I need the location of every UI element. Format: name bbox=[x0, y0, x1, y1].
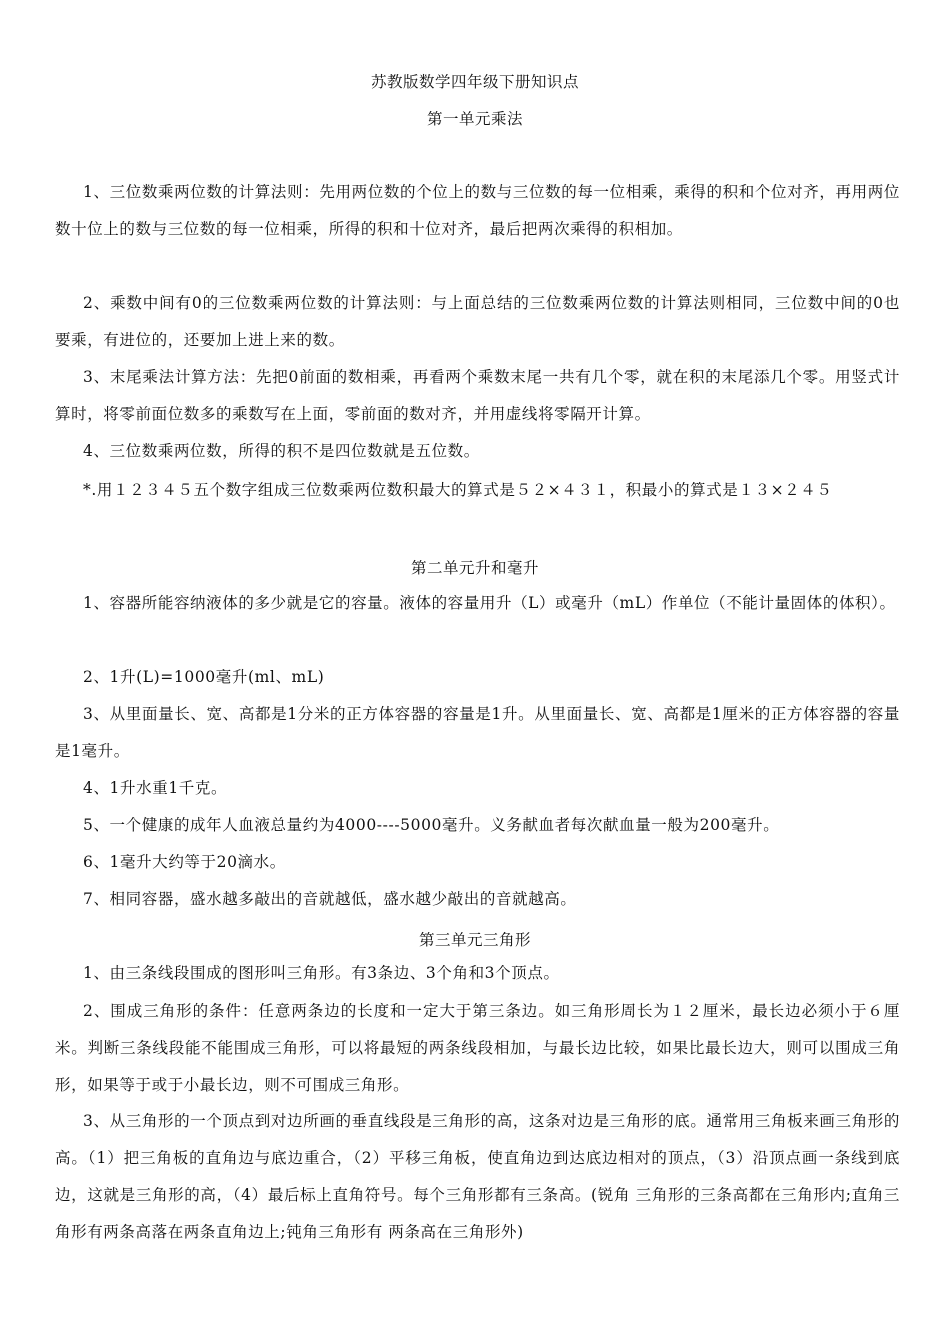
document-title: 苏教版数学四年级下册知识点 bbox=[370, 73, 579, 91]
paragraph: 1、三位数乘两位数的计算法则：先用两位数的个位上的数与三位数的每一位相乘，乘得的积和个位对齐，再用两位数十位上的数与三位数的每一位相乘，所得的积和十位对齐，最后把两次乘得的积相加。 bbox=[55, 183, 900, 238]
paragraph: 3、从三角形的一个顶点到对边所画的垂直线段是三角形的高，这条对边是三角形的底。通常用三角板来画三角形的高。（1）把三角板的直角边与底边重合，（2）平移三角板，使直角边到达底边相对的顶点，（3）沿顶点画一条线到底边，这就是三角形的高，（4）最后标上直角符号。每个三角形都有三条高。(锐角 三角形的三条高都在三角形内;直角三角形有两条高落在两条直角边上;钝角三角形有 两条高在三角形外) bbox=[55, 1112, 900, 1241]
paragraph: 6、1毫升大约等于20滴水。 bbox=[83, 853, 286, 871]
paragraph: *.用１２３４５五个数字组成三位数乘两位数积最大的算式是５２×４３１，积最小的算式是１３×２４５ bbox=[83, 481, 833, 499]
paragraph: 1、容器所能容纳液体的多少就是它的容量。液体的容量用升（L）或毫升（mL）作单位（不能计量固体的体积）。 bbox=[83, 594, 896, 612]
paragraph: 3、末尾乘法计算方法：先把0前面的数相乘，再看两个乘数末尾一共有几个零，就在积的末尾添几个零。用竖式计算时，将零前面位数多的乘数写在上面，零前面的数对齐，并用虚线将零隔开计算。 bbox=[55, 368, 900, 423]
paragraph: 1、由三条线段围成的图形叫三角形。有3条边、3个角和3个顶点。 bbox=[83, 964, 560, 982]
paragraph: 2、1升(L)=1000毫升(ml、mL) bbox=[83, 668, 325, 686]
section-heading-unit-1: 第一单元乘法 bbox=[426, 110, 523, 128]
paragraph: 7、相同容器，盛水越多敲出的音就越低，盛水越少敲出的音就越高。 bbox=[83, 890, 577, 908]
paragraph: 4、三位数乘两位数，所得的积不是四位数就是五位数。 bbox=[83, 442, 480, 460]
paragraph: 4、1升水重1千克。 bbox=[83, 779, 228, 797]
paragraph: 2、乘数中间有0的三位数乘两位数的计算法则：与上面总结的三位数乘两位数的计算法则相同，三位数中间的0也要乘，有进位的，还要加上进上来的数。 bbox=[55, 294, 900, 349]
section-heading-unit-3: 第三单元三角形 bbox=[418, 931, 531, 949]
paragraph: 2、围成三角形的条件：任意两条边的长度和一定大于第三条边。如三角形周长为１２厘米，最长边必须小于６厘米。判断三条线段能不能围成三角形，可以将最短的两条线段相加，与最长边比较，如果比最长边大，则可以围成三角形，如果等于或于小最长边，则不可围成三角形。 bbox=[55, 1002, 900, 1094]
section-heading-unit-2: 第二单元升和毫升 bbox=[410, 559, 539, 577]
paragraph: 3、从里面量长、宽、高都是1分米的正方体容器的容量是1升。从里面量长、宽、高都是1厘米的正方体容器的容量是1毫升。 bbox=[55, 705, 900, 760]
paragraph: 5、一个健康的成年人血液总量约为4000----5000毫升。义务献血者每次献血量一般为200毫升。 bbox=[83, 816, 780, 834]
